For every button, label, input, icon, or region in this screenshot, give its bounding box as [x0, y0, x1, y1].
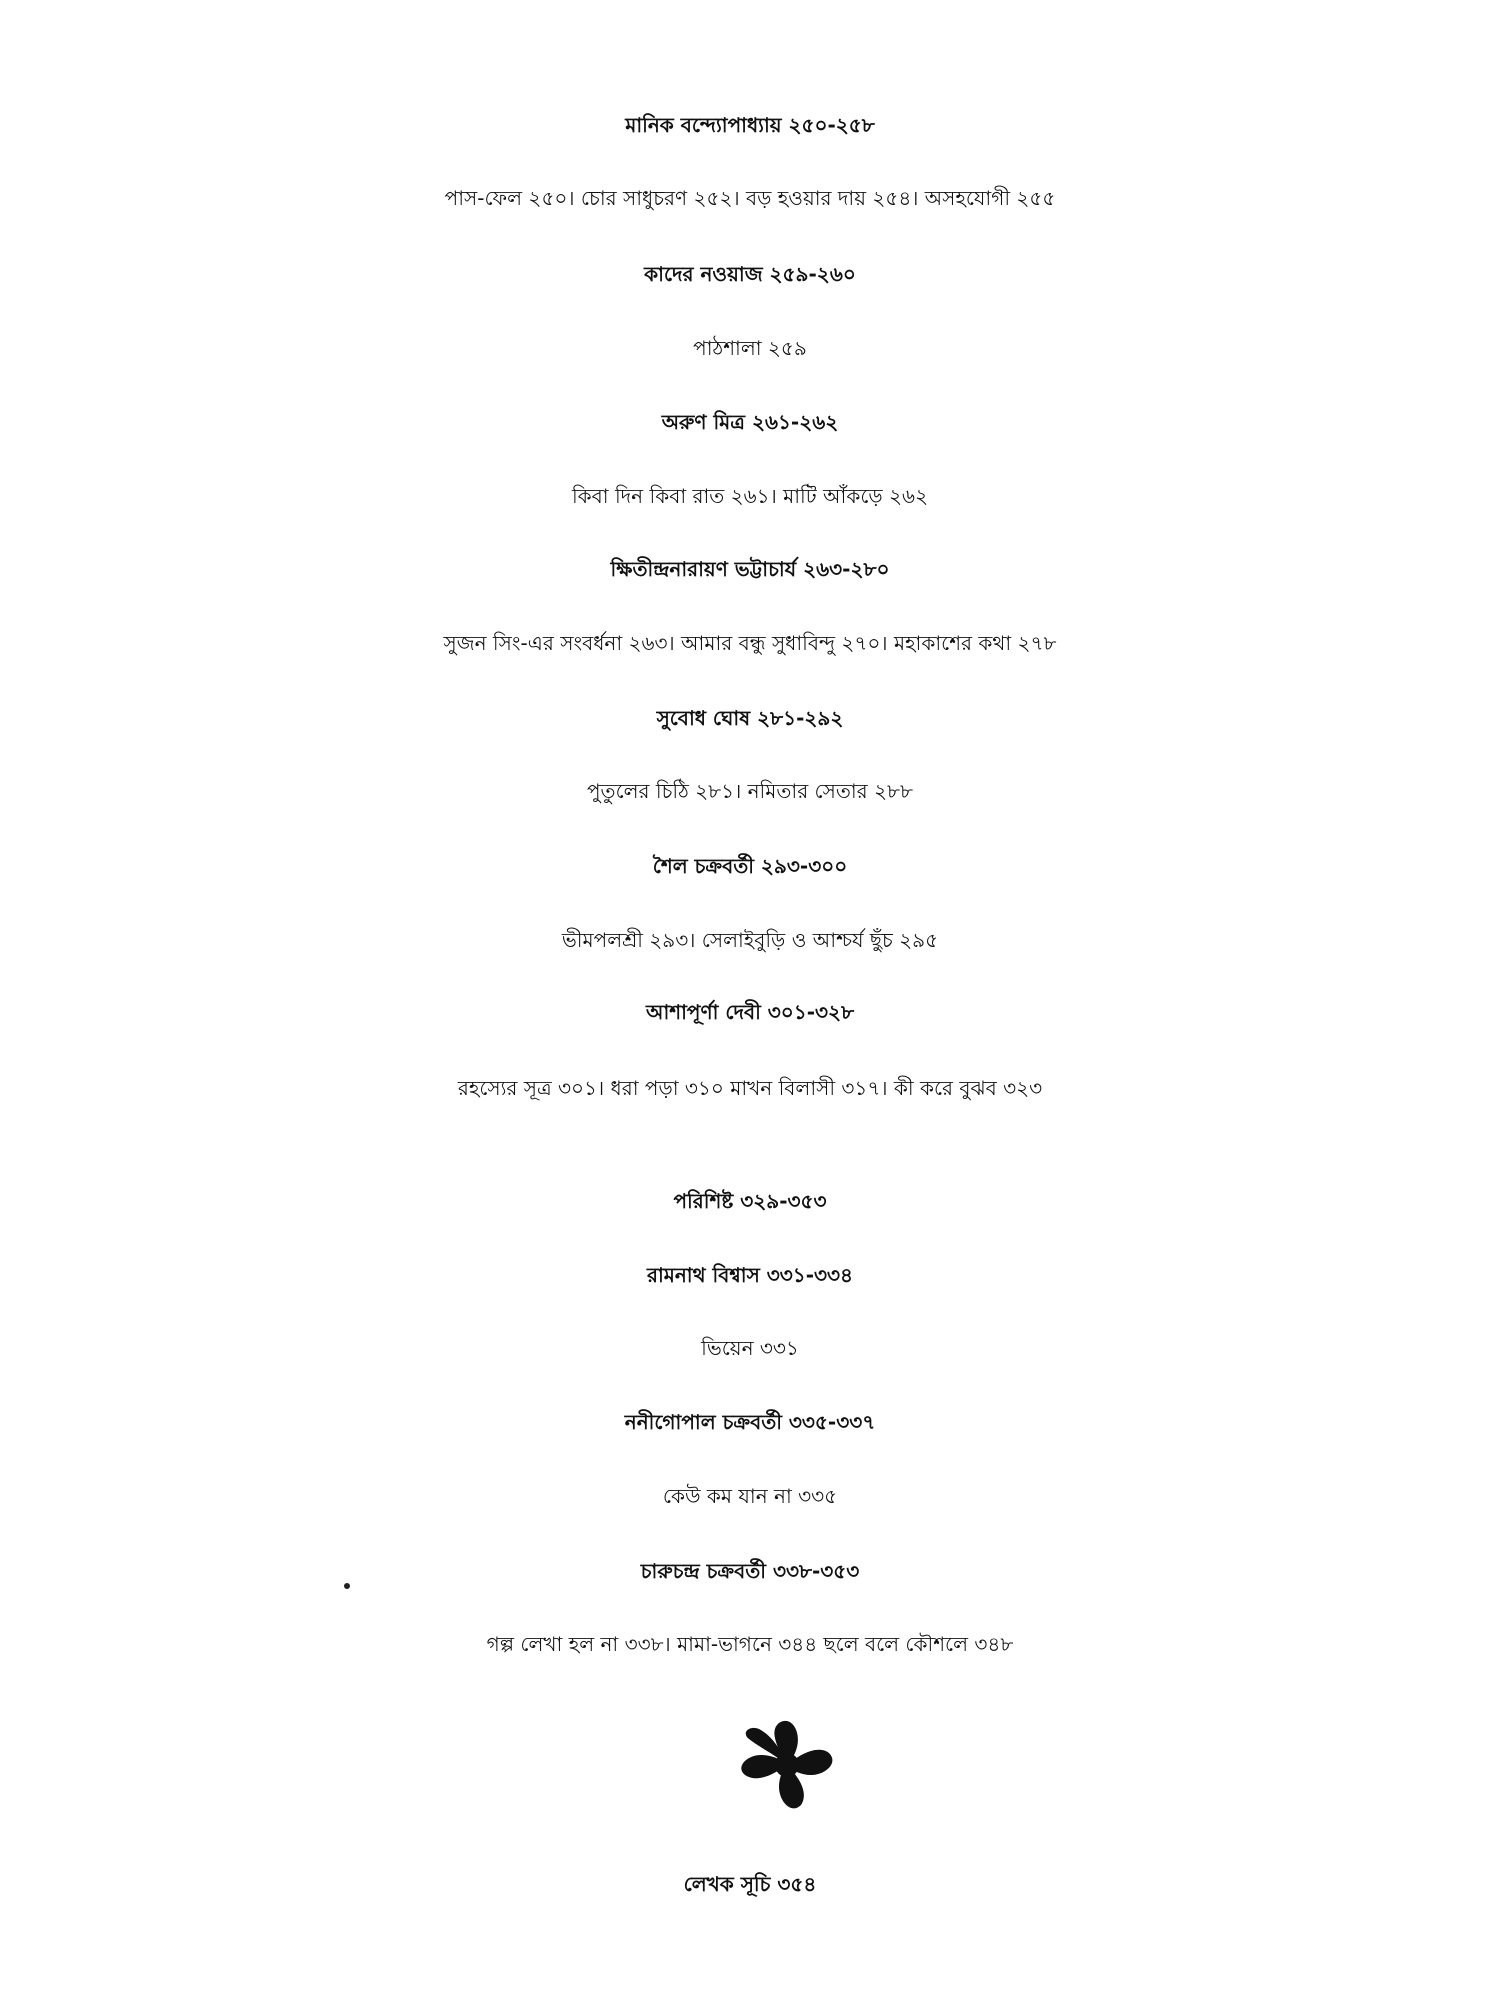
works-line-subodh: পুতুলের চিঠি ২৮১। নমিতার সেতার ২৮৮ — [586, 779, 913, 803]
stray-dot — [344, 1583, 350, 1589]
works-line-charu: গল্প লেখা হল না ৩৩৮। মামা-ভাগনে ৩৪৪ ছলে বলে কৌশলে ৩৪৮ — [486, 1632, 1014, 1656]
author-heading-kshiti: ক্ষিতীন্দ্রনারায়ণ ভট্টাচার্য ২৬৩-২৮০ — [610, 557, 890, 581]
author-heading-ashapurna: আশাপূর্ণা দেবী ৩০১-৩২৮ — [645, 1000, 855, 1024]
works-line-ashapurna: রহস্যের সূত্র ৩০১। ধরা পড়া ৩১০ মাখন বিলাসী ৩১৭। কী করে বুঝব ৩২৩ — [457, 1076, 1043, 1100]
author-heading-subodh: সুবোধ ঘোষ ২৮১-২৯২ — [656, 706, 844, 730]
appendix-heading: পরিশিষ্ট ৩২৯-৩৫৩ — [673, 1189, 827, 1213]
author-heading-shail: শৈল চক্রবর্তী ২৯৩-৩০০ — [652, 854, 848, 878]
author-heading-manik: মানিক বন্দ্যোপাধ্যায় ২৫০-২৫৮ — [625, 113, 875, 137]
author-heading-kader: কাদের নওয়াজ ২৫৯-২৬০ — [644, 262, 856, 286]
author-heading-ramnath: রামনাথ বিশ্বাস ৩৩১-৩৩৪ — [646, 1263, 854, 1287]
works-line-kader: পাঠশালা ২৫৯ — [693, 336, 807, 360]
works-line-ramnath: ভিয়েন ৩৩১ — [701, 1336, 799, 1360]
author-index-heading: লেখক সূচি ৩৫৪ — [683, 1872, 817, 1896]
works-line-nanigopal: কেউ কম যান না ৩৩৫ — [662, 1484, 838, 1508]
works-line-kshiti: সুজন সিং-এর সংবর্ধনা ২৬৩। আমার বন্ধু সুধাবিন্দু ২৭০। মহাকাশের কথা ২৭৮ — [443, 631, 1057, 655]
author-heading-nanigopal: ননীগোপাল চক্রবর্তী ৩৩৫-৩৩৭ — [624, 1410, 876, 1434]
flower-ornament-icon — [729, 1717, 839, 1813]
works-line-shail: ভীমপলশ্রী ২৯৩। সেলাইবুড়ি ও আশ্চর্য ছুঁচ ২৯৫ — [561, 928, 939, 952]
author-heading-charu: চারুচন্দ্র চক্রবর্তী ৩৩৮-৩৫৩ — [640, 1559, 860, 1583]
works-line-manik: পাস-ফেল ২৫০। চোর সাধুচরণ ২৫২। বড় হওয়ার দায় ২৫৪। অসহযোগী ২৫৫ — [444, 186, 1056, 210]
author-heading-arun: অরুণ মিত্র ২৬১-২৬২ — [661, 410, 839, 434]
works-line-arun: কিবা দিন কিবা রাত ২৬১। মাটি আঁকড়ে ২৬২ — [571, 484, 929, 508]
